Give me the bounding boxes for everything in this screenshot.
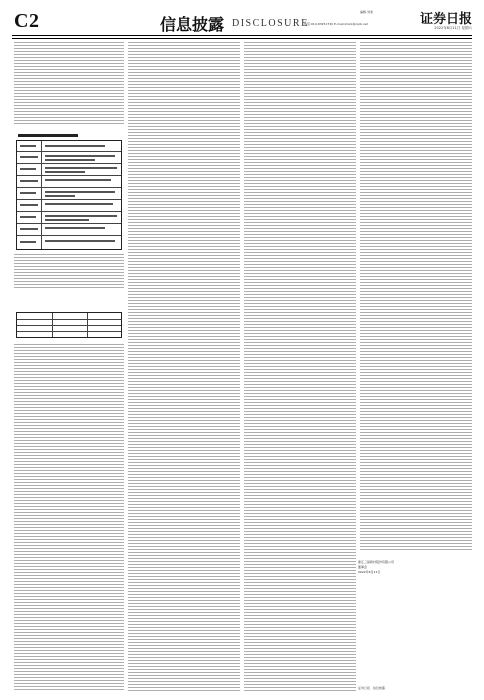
header-rule	[12, 35, 472, 36]
data-table	[16, 140, 122, 250]
contact-line: 电话:010-83251730 E-mail:zmzx@zqrb.net	[304, 22, 368, 26]
data-table-small	[16, 312, 122, 338]
body-text-block	[14, 344, 124, 692]
section-title-en: DISCLOSURE	[232, 18, 309, 29]
body-text-block	[14, 42, 124, 126]
page-header	[0, 0, 484, 40]
table-caption	[18, 134, 78, 137]
header-rule-thin	[12, 38, 472, 39]
section-title: 信息披露	[160, 15, 225, 34]
signoff-date: 2022年6月11日	[358, 570, 381, 574]
text-column-3	[244, 42, 356, 692]
newspaper-logo: 证券日报	[419, 12, 472, 27]
editor-credit: 编辑 刘欢	[360, 10, 373, 14]
body-text-block	[244, 42, 356, 692]
signoff-board: 董事会	[358, 565, 368, 569]
issue-date: 2022年6月11日 星期六	[434, 26, 472, 30]
signoff-company: 浙江三星新材股份有限公司	[358, 560, 395, 564]
signoff-block	[358, 560, 470, 575]
page-footer: 证券日报 · 信息披露	[358, 686, 385, 690]
body-text-block	[360, 42, 472, 552]
text-column-2	[128, 42, 240, 692]
body-text-block	[14, 254, 124, 288]
text-column-4	[360, 42, 472, 552]
page-number: C2	[14, 10, 40, 32]
body-text-block	[128, 42, 240, 692]
